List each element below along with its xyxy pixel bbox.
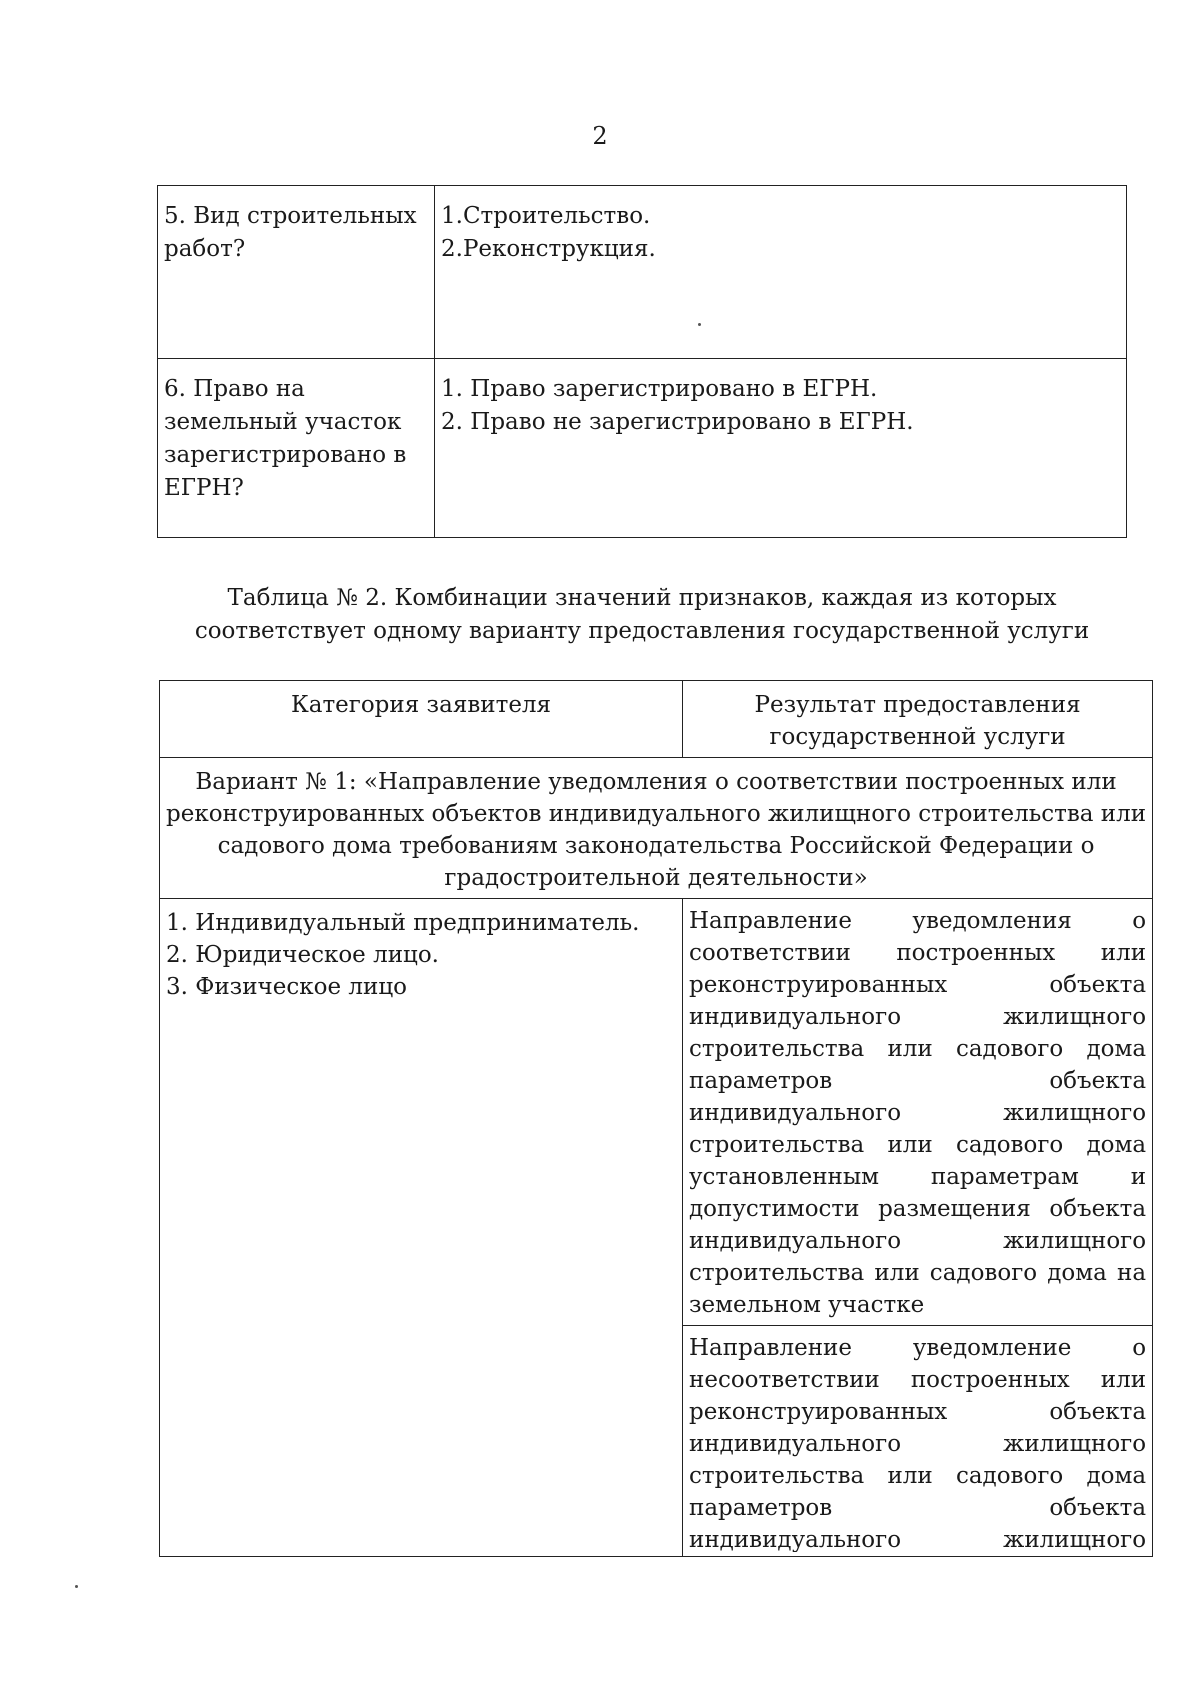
scan-speck xyxy=(698,323,701,326)
table-header-row xyxy=(160,681,1153,758)
result-line: земельном участке xyxy=(689,1292,925,1318)
answer-line: 1.Строительство. xyxy=(441,203,651,229)
question-line: работ? xyxy=(164,236,246,262)
header-result xyxy=(683,681,1153,758)
result-line: индивидуального жилищного xyxy=(689,1100,1147,1126)
table-row xyxy=(158,359,1127,538)
result-line: строительства или садового дома xyxy=(689,1463,1147,1489)
answer-line: 2. Право не зарегистрировано в ЕГРН. xyxy=(441,409,914,435)
answer-line: 2.Реконструкция. xyxy=(441,236,656,262)
result-line: строительства или садового дома xyxy=(689,1036,1147,1062)
result-line: реконструированных объекта xyxy=(689,1399,1147,1425)
header-result-line: Результат предоставления xyxy=(754,692,1081,718)
answer-cell xyxy=(435,186,1127,359)
caption-line: соответствует одному варианту предоставления государственной услуги xyxy=(194,618,1090,644)
question-line: земельный участок xyxy=(164,409,402,435)
table-row xyxy=(158,186,1127,359)
question-line: 5. Вид строительных xyxy=(164,203,417,229)
variant-row xyxy=(160,758,1153,899)
result-text xyxy=(689,905,1146,1321)
result-line: установленным параметрам и xyxy=(689,1164,1147,1190)
category-cell xyxy=(160,899,683,1557)
category-item: 3. Физическое лицо xyxy=(166,974,407,1000)
result-cell xyxy=(683,899,1153,1326)
result-line: Направление уведомление о xyxy=(689,1335,1147,1361)
result-line: индивидуального жилищного xyxy=(689,1004,1147,1030)
result-text xyxy=(689,1332,1146,1552)
question-cell xyxy=(158,359,435,538)
header-result-line: государственной услуги xyxy=(769,724,1066,750)
variant-line: Вариант № 1: «Направление уведомления о соответствии построенных или xyxy=(195,769,1117,795)
result-cell xyxy=(683,1326,1153,1557)
answer-cell xyxy=(435,359,1127,538)
result-line: Направление уведомления о xyxy=(689,908,1147,934)
result-line: параметров объекта xyxy=(689,1068,1147,1094)
variant-line: реконструированных объектов индивидуального жилищного строительства или xyxy=(166,801,1147,827)
variant-line: градостроительной деятельности» xyxy=(444,865,868,891)
result-line: реконструированных объекта xyxy=(689,972,1147,998)
question-cell xyxy=(158,186,435,359)
result-line: строительства или садового дома на xyxy=(689,1260,1147,1286)
category-item: 2. Юридическое лицо. xyxy=(166,942,439,968)
scan-speck xyxy=(75,1585,78,1588)
question-line: 6. Право на xyxy=(164,376,305,402)
result-line: параметров объекта xyxy=(689,1495,1147,1521)
result-line: индивидуального жилищного xyxy=(689,1228,1147,1254)
result-line: допустимости размещения объекта xyxy=(689,1196,1147,1222)
result-line: соответствии построенных или xyxy=(689,940,1147,966)
table-row xyxy=(160,899,1153,1326)
header-category: Категория заявителя xyxy=(160,681,683,758)
caption-line: Таблица № 2. Комбинации значений признаков, каждая из которых xyxy=(227,585,1057,611)
result-line: строительства или садового дома xyxy=(689,1132,1147,1158)
question-line: ЕГРН? xyxy=(164,475,244,501)
result-line: несоответствии построенных или xyxy=(689,1367,1147,1393)
question-line: зарегистрировано в xyxy=(164,442,407,468)
table-caption xyxy=(157,582,1127,648)
variant-line: садового дома требованиям законодательства Российской Федерации о xyxy=(217,833,1095,859)
criteria-table xyxy=(157,185,1127,538)
page-number: 2 xyxy=(592,122,608,150)
answer-line: 1. Право зарегистрировано в ЕГРН. xyxy=(441,376,878,402)
variants-table xyxy=(159,680,1153,1557)
result-line: индивидуального жилищного xyxy=(689,1431,1147,1457)
variant-title xyxy=(160,758,1153,899)
category-item: 1. Индивидуальный предприниматель. xyxy=(166,910,640,936)
result-line: индивидуального жилищного xyxy=(689,1527,1147,1552)
